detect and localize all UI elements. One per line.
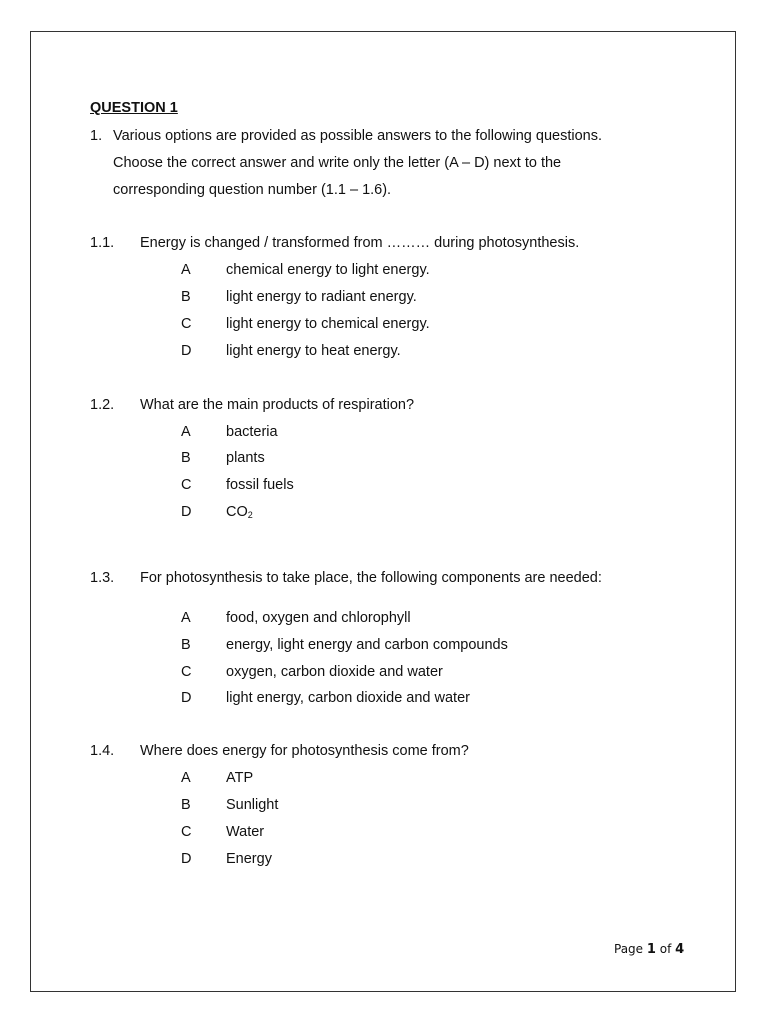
- current-page: 1: [646, 942, 656, 957]
- intro-line: corresponding question number (1.1 – 1.6).: [113, 182, 392, 198]
- option-text: light energy, carbon dioxide and water: [226, 690, 470, 706]
- option-letter: C: [181, 664, 192, 680]
- question-text: Where does energy for photosynthesis come from?: [140, 743, 469, 759]
- page-border: [30, 31, 736, 992]
- option-text: energy, light energy and carbon compounds: [226, 637, 508, 653]
- option-letter: C: [181, 477, 192, 493]
- option-letter: D: [181, 690, 192, 706]
- question-number: 1.1.: [90, 235, 115, 251]
- intro-number: 1.: [90, 128, 103, 144]
- option-text: [226, 504, 253, 520]
- option-text: light energy to heat energy.: [226, 343, 401, 359]
- option-text: bacteria: [226, 424, 278, 440]
- option-letter: C: [181, 824, 192, 840]
- option-letter: D: [181, 343, 192, 359]
- question-text: What are the main products of respiration?: [140, 397, 415, 413]
- option-letter: A: [181, 770, 191, 786]
- option-text: Water: [226, 824, 265, 840]
- option-letter: C: [181, 316, 192, 332]
- question-text: For photosynthesis to take place, the following components are needed:: [140, 570, 602, 586]
- question-number: 1.3.: [90, 570, 115, 586]
- option-text: ATP: [226, 770, 254, 786]
- option-letter: A: [181, 424, 191, 440]
- question-number: 1.2.: [90, 397, 115, 413]
- option-text: fossil fuels: [226, 477, 294, 493]
- option-letter: B: [181, 450, 191, 466]
- question-heading: QUESTION 1: [90, 100, 178, 116]
- option-text: food, oxygen and chlorophyll: [226, 610, 411, 626]
- option-text: light energy to radiant energy.: [226, 289, 417, 305]
- page-label: Page: [614, 942, 644, 956]
- option-text: Energy: [226, 851, 272, 867]
- of-label: of: [659, 942, 672, 956]
- option-letter: D: [181, 504, 192, 520]
- option-letter: B: [181, 289, 191, 305]
- option-letter: D: [181, 851, 192, 867]
- option-letter: B: [181, 797, 191, 813]
- option-text: chemical energy to light energy.: [226, 262, 430, 278]
- option-letter: B: [181, 637, 191, 653]
- option-text: Sunlight: [226, 797, 279, 813]
- page-footer: [614, 942, 684, 957]
- intro-line: Choose the correct answer and write only the letter (A – D) next to the: [113, 155, 562, 171]
- question-text: Energy is changed / transformed from ……… during photosynthesis.: [140, 235, 580, 251]
- option-letter: A: [181, 610, 191, 626]
- option-text: plants: [226, 450, 265, 466]
- co2-formula: CO: [226, 504, 248, 520]
- option-letter: A: [181, 262, 191, 278]
- option-text: oxygen, carbon dioxide and water: [226, 664, 443, 680]
- subscript: 2: [247, 510, 253, 520]
- question-number: 1.4.: [90, 743, 115, 759]
- option-text: light energy to chemical energy.: [226, 316, 430, 332]
- intro-line: Various options are provided as possible answers to the following questions.: [113, 128, 602, 144]
- total-pages: 4: [675, 942, 685, 957]
